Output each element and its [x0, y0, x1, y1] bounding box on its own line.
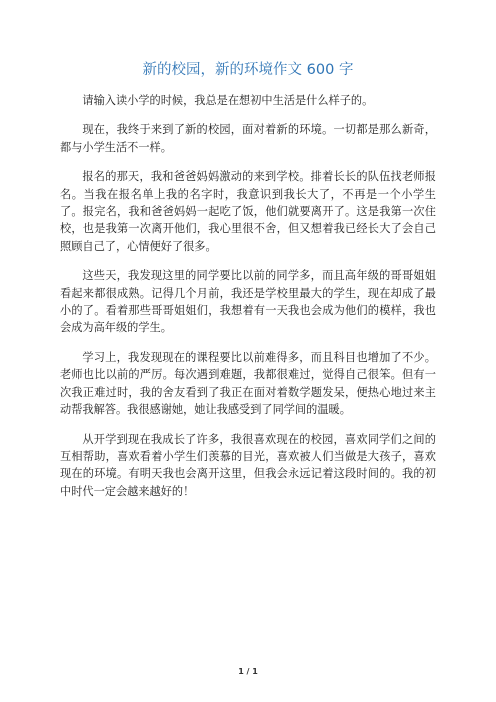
paragraph: 学习上，我发现现在的课程要比以前难得多，而且科目也增加了不少。老师也比以前的严厉。每次遇到难题，我都很难过，觉得自己很笨。但有一次我正难过时，我的舍友看到了我正在面对着数学题发呆，便热心地过来主动帮我解答。我很感谢她，她让我感受到了同学间的温暖。	[60, 350, 436, 417]
document-body	[60, 92, 436, 512]
document-title: 新的校园，新的环境作文 600 字	[142, 62, 354, 78]
paragraph: 现在，我终于来到了新的校园，面对着新的环境。一切都是那么新奇，都与小学生活不一样。	[60, 123, 436, 154]
page-number: 1 / 1	[238, 667, 258, 676]
paragraph: 请输入读小学的时候，我总是在想初中生活是什么样子的。	[82, 94, 374, 107]
paragraph: 报名的那天，我和爸爸妈妈激动的来到学校。排着长长的队伍找老师报名。当我在报名单上我的名字时，我意识到我长大了，不再是一个小学生了。报完名，我和爸爸妈妈一起吃了饭，他们就要离开了。这是我第一次住校，也是我第一次离开他们，我心里很不舍，但又想着我已经长大了会自己照顾自己了，心情便好了很多。	[60, 170, 436, 253]
paragraph: 从开学到现在我成长了许多，我很喜欢现在的校园，喜欢同学们之间的互相帮助，喜欢看着小学生们羡慕的目光，喜欢被人们当做是大孩子，喜欢现在的环境。有明天我也会离开这里，但我会永远记着这段时间的。我的初中时代一定会越来越好的！	[60, 432, 436, 498]
paragraph: 这些天，我发现这里的同学要比以前的同学多，而且高年级的哥哥姐姐看起来都很成熟。记得几个月前，我还是学校里最大的学生，现在却成了最小的了。看着那些哥哥姐姐们，我想着有一天我也会成为他们的模样，我也会成为高年级的学生。	[60, 269, 436, 335]
